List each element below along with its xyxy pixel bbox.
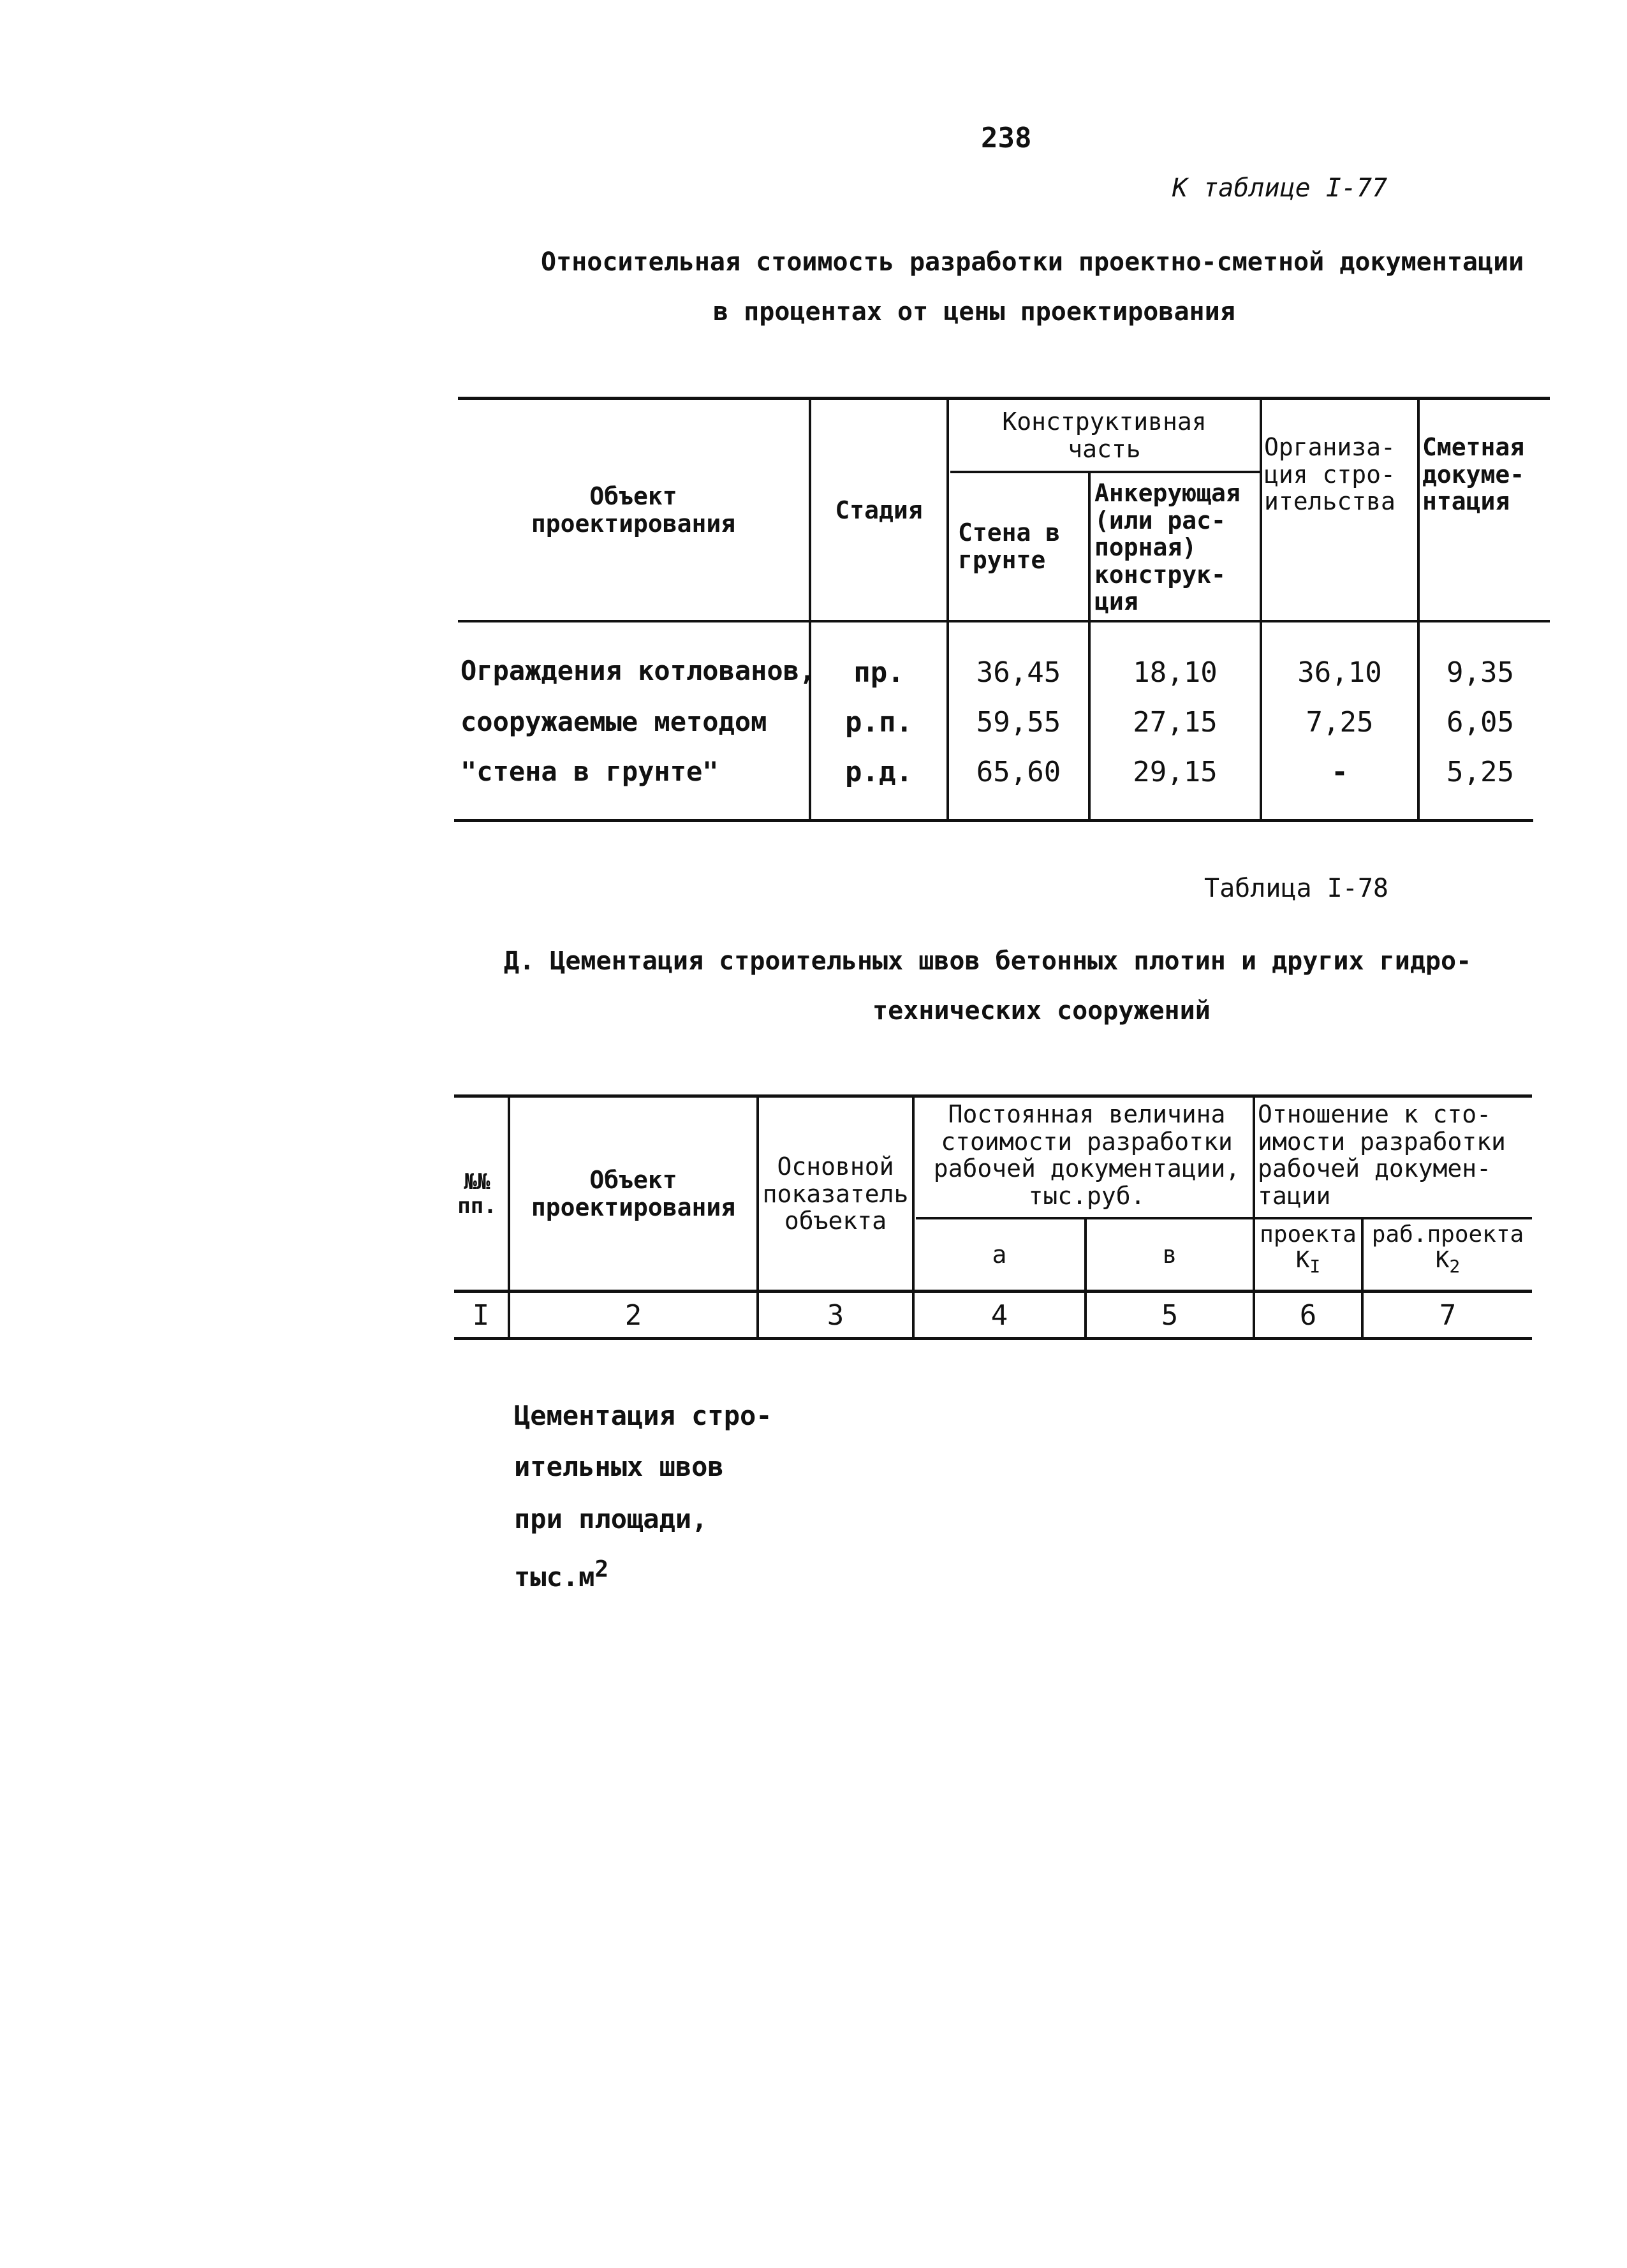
table77-object-line: сооружаемые методом: [460, 706, 767, 737]
table78-title-line1: Д. Цементация строительных швов бетонных плотин и других гидро-: [504, 946, 1472, 976]
k1-subscript: I: [1309, 1255, 1321, 1277]
table77-cell-anchor: 18,10: [1133, 656, 1218, 689]
table77-cell-wall: 59,55: [976, 705, 1061, 739]
table77-header-wall: Стена в грунте: [958, 519, 1061, 574]
table78-entry-line: при площади,: [514, 1503, 708, 1535]
table78-top-rule: [454, 1094, 1532, 1098]
table78-header-indicator: Основной показатель объекта: [762, 1152, 909, 1235]
table77-cell-wall: 36,45: [976, 656, 1061, 689]
table77-header-rule: [458, 620, 1550, 622]
table78-header-k1-label: проекта: [1260, 1221, 1357, 1248]
table78-header-a: а: [992, 1240, 1007, 1269]
table78-colnum: 3: [827, 1299, 844, 1332]
k1-symbol: K: [1295, 1246, 1310, 1273]
table77-cell-wall: 65,60: [976, 755, 1061, 788]
table77-cell-organization: -: [1331, 755, 1348, 788]
table77-title-line2: в процентах от цены проектирования: [713, 297, 1235, 327]
table78-colnum: 5: [1161, 1299, 1179, 1332]
table77-header-anchor: Анкерующая (или рас- порная) конструк- ция: [1094, 479, 1240, 616]
table78-header-k2-symbol: [1364, 1248, 1532, 1277]
table78-bottom-rule: [454, 1337, 1532, 1340]
table78-entry-line: Цементация стро-: [514, 1400, 772, 1431]
table78-colnum: I: [472, 1299, 490, 1332]
table78-label: Таблица I-78: [1204, 874, 1388, 903]
table77-cell-organization: 36,10: [1297, 656, 1382, 689]
table77-cell-stage: пр.: [853, 656, 904, 689]
k2-subscript: 2: [1449, 1255, 1461, 1277]
table78-colnum: 6: [1299, 1299, 1317, 1332]
table77-cell-stage: р.д.: [845, 755, 913, 788]
page-number: 238: [981, 122, 1032, 154]
table77-cell-estimate: 9,35: [1447, 656, 1514, 689]
table77-object-line: Ограждения котлованов,: [460, 655, 816, 686]
table77-title-line1: Относительная стоимость разработки проектно-сметной документации: [541, 247, 1524, 277]
table77-bottom-rule: [454, 819, 1533, 822]
table77-cell-estimate: 5,25: [1447, 755, 1514, 788]
k2-symbol: K: [1435, 1246, 1450, 1273]
table77-top-rule: [458, 397, 1550, 400]
table77-header-constructive: Конструктивная часть: [1002, 408, 1207, 463]
table77-header-object: Объект проектирования: [531, 482, 736, 538]
table78-header-rule: [454, 1290, 1532, 1293]
table78-title-line2: технических сооружений: [872, 996, 1211, 1026]
table78-header-k1: [1255, 1222, 1361, 1277]
table77-header-organization: Организа- ция стро- ительства: [1264, 433, 1395, 516]
table77-cell-stage: р.п.: [845, 705, 913, 739]
table78-header-constant: Постоянная величина стоимости разработки рабочей документации, тыс.руб.: [933, 1100, 1240, 1210]
table-reference: К таблице I-77: [1172, 173, 1388, 203]
table78-header-b: в: [1162, 1240, 1177, 1269]
table77-cell-anchor: 27,15: [1133, 705, 1218, 739]
table78-entry-unit-sup: 2: [594, 1556, 609, 1582]
table78-header-k2-label: раб.проекта: [1371, 1221, 1524, 1248]
table77-header-stage: Стадия: [835, 496, 923, 524]
table78-header-k2: [1364, 1222, 1532, 1277]
table78-entry-unit: [514, 1556, 608, 1593]
table77-cell-estimate: 6,05: [1447, 705, 1514, 739]
table78-entry-line: ительных швов: [514, 1451, 724, 1482]
table78-colnum: 2: [624, 1299, 642, 1332]
table78-header-object: Объект проектирования: [531, 1166, 736, 1221]
table78-header-k1-symbol: [1255, 1248, 1361, 1277]
table77-header-estimate: Сметная докуме- нтация: [1422, 433, 1525, 516]
table78-header-num: №№ пп.: [457, 1168, 497, 1219]
table78-header-ratio: Отношение к сто- имости разработки рабочей докумен- тации: [1258, 1100, 1506, 1210]
table77-object-line: "стена в грунте": [460, 756, 719, 787]
table77-cell-anchor: 29,15: [1133, 755, 1218, 788]
table77-cell-organization: 7,25: [1306, 705, 1374, 739]
table78-entry-unit-text: тыс.м: [514, 1561, 595, 1593]
table78-colnum: 4: [990, 1299, 1008, 1332]
table78-colnum: 7: [1439, 1299, 1457, 1332]
